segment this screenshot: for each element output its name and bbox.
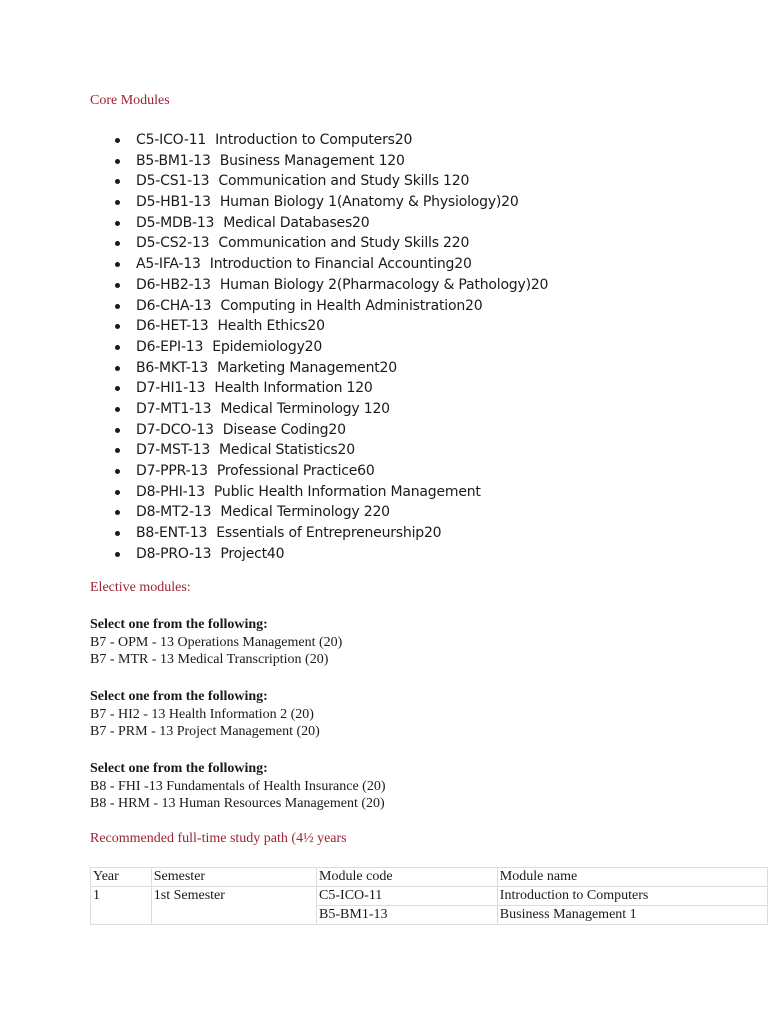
module-code: B8-ENT-13 <box>136 525 208 542</box>
list-item <box>90 192 548 213</box>
module-name: Communication and Study Skills 120 <box>218 173 470 190</box>
module-code: C5-ICO-11 <box>136 132 207 148</box>
list-item <box>90 378 548 399</box>
elective-group-title: Select one from the following: <box>90 761 268 776</box>
elective-option: B7 - MTR - 13 Medical Transcription (20) <box>90 652 329 667</box>
elective-group-title: Select one from the following: <box>90 689 268 704</box>
module-name: Communication and Study Skills 220 <box>218 235 470 252</box>
module-code: D5-CS1-13 <box>136 173 210 190</box>
list-item <box>90 171 548 192</box>
elective-option: B7 - OPM - 13 Operations Management (20) <box>90 634 343 650</box>
list-item <box>90 544 548 565</box>
list-item <box>90 213 548 234</box>
module-code: D8-MT2-13 <box>136 504 212 521</box>
module-name: Medical Terminology 120 <box>220 400 390 417</box>
table-cell: 1 <box>91 887 152 925</box>
module-name: Project40 <box>220 545 285 562</box>
module-code: D7-HI1-13 <box>136 380 206 397</box>
module-code: D7-PPR-13 <box>136 463 208 479</box>
module-name: Introduction to Financial Accounting20 <box>209 256 472 273</box>
list-item <box>90 358 548 379</box>
study-path-table <box>90 867 768 925</box>
module-code: B6-MKT-13 <box>136 359 209 376</box>
table-cell: B5-BM1-13 <box>317 906 498 925</box>
elective-option: B8 - FHI -13 Fundamentals of Health Insurance (20) <box>90 778 386 794</box>
module-code: D5-CS2-13 <box>136 235 210 252</box>
module-code: A5-IFA-13 <box>136 256 201 273</box>
module-code: D5-HB1-13 <box>136 194 211 211</box>
elective-option: B8 - HRM - 13 Human Resources Management (20) <box>90 796 385 811</box>
table-cell: C5-ICO-11 <box>317 887 498 906</box>
table-row <box>91 887 768 906</box>
module-code: B5-BM1-13 <box>136 152 211 169</box>
module-name: Human Biology 1(Anatomy & Physiology)20 <box>219 194 519 211</box>
elective-group <box>90 760 385 813</box>
list-item <box>90 502 548 523</box>
elective-group <box>90 616 342 669</box>
module-code: D5-MDB-13 <box>136 214 215 231</box>
module-code: D8-PHI-13 <box>136 483 205 500</box>
list-item <box>90 316 548 337</box>
list-item <box>90 130 548 151</box>
list-item <box>90 151 548 172</box>
table-cell: Business Management 1 <box>497 906 767 925</box>
list-item <box>90 482 548 503</box>
list-item <box>90 440 548 461</box>
module-code: D6-CHA-13 <box>136 297 212 314</box>
table-header-cell: Module name <box>497 868 767 887</box>
module-code: D7-DCO-13 <box>136 421 214 438</box>
table-cell: Introduction to Computers <box>497 887 767 906</box>
table-cell: 1st Semester <box>151 887 316 925</box>
module-code: D7-MT1-13 <box>136 400 212 417</box>
module-name: Disease Coding20 <box>222 421 346 438</box>
module-name: Human Biology 2(Pharmacology & Pathology)20 <box>219 276 549 293</box>
elective-group <box>90 688 320 741</box>
module-code: D6-HET-13 <box>136 318 209 335</box>
core-modules-list <box>90 130 548 564</box>
module-name: Essentials of Entrepreneurship20 <box>216 525 442 542</box>
module-name: Medical Statistics20 <box>219 442 355 459</box>
module-name: Marketing Management20 <box>217 359 397 376</box>
table-header-cell: Semester <box>151 868 316 887</box>
elective-option: B7 - HI2 - 13 Health Information 2 (20) <box>90 706 314 722</box>
module-name: Public Health Information Management <box>213 483 481 500</box>
list-item <box>90 420 548 441</box>
core-modules-heading: Core Modules <box>90 93 170 108</box>
module-name: Business Management 120 <box>219 152 405 169</box>
module-name: Epidemiology20 <box>212 338 323 355</box>
module-name: Medical Terminology 220 <box>220 504 390 521</box>
elective-group-title: Select one from the following: <box>90 617 268 632</box>
module-code: D7-MST-13 <box>136 442 211 459</box>
module-code: D6-EPI-13 <box>136 338 204 355</box>
module-name: Health Ethics20 <box>217 318 325 335</box>
module-name: Medical Databases20 <box>223 214 370 231</box>
study-path-heading: Recommended full-time study path (4½ years <box>90 831 347 846</box>
list-item <box>90 399 548 420</box>
list-item <box>90 523 548 544</box>
module-name: Introduction to Computers20 <box>215 132 413 148</box>
module-name: Computing in Health Administration20 <box>220 297 483 314</box>
module-name: Professional Practice60 <box>216 463 375 479</box>
table-header-row <box>91 868 768 887</box>
module-code: D6-HB2-13 <box>136 276 211 293</box>
list-item <box>90 296 548 317</box>
module-name: Health Information 120 <box>214 380 373 397</box>
list-item <box>90 254 548 275</box>
list-item <box>90 233 548 254</box>
module-code: D8-PRO-13 <box>136 545 212 562</box>
list-item <box>90 275 548 296</box>
elective-modules-heading: Elective modules: <box>90 580 191 595</box>
list-item <box>90 461 548 482</box>
list-item <box>90 337 548 358</box>
elective-option: B7 - PRM - 13 Project Management (20) <box>90 724 320 739</box>
table-header-cell: Module code <box>317 868 498 887</box>
table-header-cell: Year <box>91 868 152 887</box>
